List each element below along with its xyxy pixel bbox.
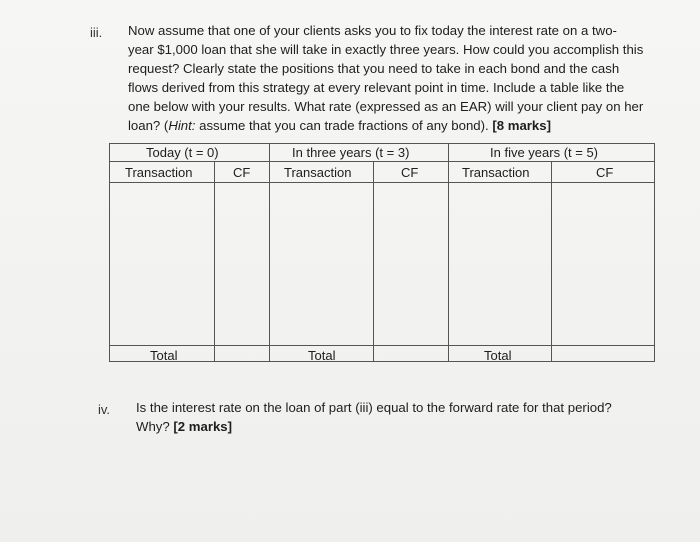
question-iv-line-2-prefix: Why?: [136, 419, 174, 434]
question-iii-text: [128, 21, 643, 135]
hint-text: assume that you can trade fractions of any bond).: [195, 118, 493, 133]
question-iii-number: iii.: [90, 25, 103, 40]
question-iv-line-1: Is the interest rate on the loan of part (iii) equal to the forward rate for that period?: [136, 400, 612, 415]
question-iii-line-6: [128, 116, 643, 135]
col-divider-today: [214, 161, 215, 361]
question-iii-line-5: one below with your results. What rate (expressed as an EAR) will your client pay on her: [128, 99, 644, 114]
total-three: Total: [308, 348, 336, 363]
question-iv-number: iv.: [98, 402, 111, 417]
question-iii-line-4: flows derived from this strategy at every relevant point in time. Include a table like the: [128, 80, 625, 95]
question-iii-marks: [8 marks]: [492, 118, 551, 133]
total-today: Total: [150, 348, 178, 363]
hint-label: Hint:: [168, 118, 196, 133]
question-iv-marks: [2 marks]: [173, 419, 233, 434]
group-title-five-years: In five years (t = 5): [490, 145, 599, 160]
header-cf-three: CF: [401, 165, 419, 180]
question-iii-line-3: request? Clearly state the positions that you need to take in each bond and the cash: [128, 61, 620, 76]
header-cf-today: CF: [233, 165, 251, 180]
question-iii-line-2: year $1,000 loan that she will take in exactly three years. How could you accomplish this: [128, 42, 644, 57]
question-iv-text: [136, 398, 612, 436]
total-five: Total: [484, 348, 512, 363]
header-transaction-five: Transaction: [462, 165, 530, 180]
question-iii-line-1: Now assume that one of your clients asks you to fix today the interest rate on a two-: [128, 23, 617, 38]
cash-flow-table: [109, 143, 655, 362]
group-divider-1: [269, 144, 270, 361]
header-transaction-today: Transaction: [125, 165, 193, 180]
group-title-today: Today (t = 0): [146, 145, 219, 160]
header-transaction-three: Transaction: [284, 165, 352, 180]
header-cf-five: CF: [596, 165, 614, 180]
col-divider-three: [373, 161, 374, 361]
group-divider-2: [448, 144, 449, 361]
header-divider-top: [110, 161, 654, 162]
header-divider-bottom: [110, 182, 654, 183]
total-row-divider: [110, 345, 654, 346]
group-title-three-years: In three years (t = 3): [292, 145, 410, 160]
question-iv-line-2: [136, 417, 612, 436]
col-divider-five: [551, 161, 552, 361]
question-iii-line-6-prefix: loan? (: [128, 118, 169, 133]
